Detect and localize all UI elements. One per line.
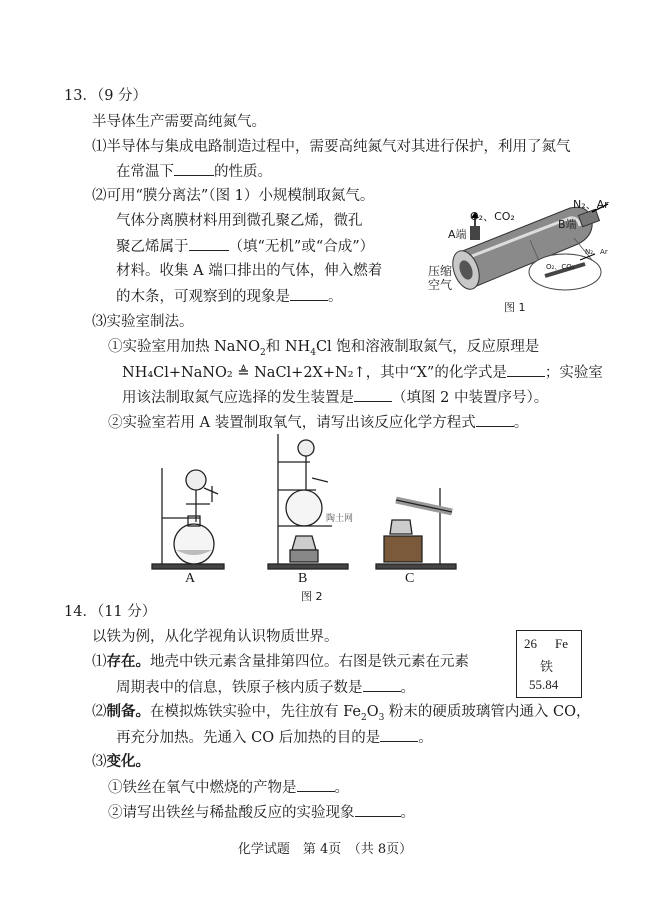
watermark-text: 陶土网 (326, 514, 354, 524)
q13-part3-title: ⑶实验室制法。 (92, 314, 194, 330)
q14-part2-line1 (92, 702, 591, 728)
q14-p2-num: ⑵ (92, 704, 107, 720)
fig1-label-air1: 压缩 (428, 264, 453, 278)
answer-blank[interactable] (476, 412, 514, 427)
q14-p3-heading: 变化。 (106, 753, 150, 770)
answer-blank[interactable] (363, 677, 401, 692)
q14-p1-heading: 存在。 (106, 653, 150, 670)
q14-p1-end: 。 (400, 680, 415, 696)
q13-p3-2-end: 。 (513, 415, 529, 431)
q14-p1-num: ⑴ (92, 654, 107, 670)
apparatus-figure (140, 432, 480, 577)
q14-p2-o: O (366, 704, 379, 720)
fig1-label-o2co2: O₂、CO₂ (470, 210, 515, 223)
fig2-caption: 图 2 (301, 590, 323, 603)
q14-p3-2-text: ②请写出铁丝与稀盐酸反应的实验现象 (108, 805, 355, 821)
q13-part3-2 (108, 412, 528, 433)
q13-part2-line5 (116, 286, 343, 307)
fig1-caption: 图 1 (504, 301, 526, 314)
q13-part3-1-line1 (108, 337, 539, 363)
fig1-label-a-end: A端 (448, 228, 467, 241)
q13-part1-text: 在常温下 (116, 164, 174, 180)
q14-p2-text2: 粉末的硬质玻璃管内通入 CO， (384, 704, 591, 720)
q14-part3-2 (108, 802, 415, 823)
answer-blank[interactable] (354, 387, 392, 402)
q13-part2-line2: 气体分离膜材料用到微孔聚乙烯，微孔 (116, 213, 363, 229)
atomic-mass: 55.84 (529, 677, 559, 692)
q14-part1-line2 (116, 677, 415, 698)
element-symbol: Fe (555, 636, 568, 651)
q14-header: 14．（11 分） (64, 604, 157, 620)
q13-part2-line3 (116, 236, 374, 257)
q14-p1-text2: 周期表中的信息，铁原子核内质子数是 (116, 680, 363, 696)
q13-part1-line1: ⑴半导体与集成电路制造过程中，需要高纯氮气对其进行保护，利用了氮气 (92, 139, 571, 155)
fig1-inset-right: N₂、Ar (585, 248, 608, 256)
q13-eq-tail: ；实验室 (544, 365, 603, 381)
q13-part2-end: 。 (328, 289, 343, 305)
q13-header: 13．（9 分） (64, 88, 148, 104)
q13-eq-question: ，其中“X”的化学式是 (365, 365, 507, 381)
q14-part2-line2 (116, 727, 433, 748)
q13-part2-line1: ⑵可用“膜分离法”（图 1）小规模制取氮气。 (92, 188, 375, 204)
q13-part2-line4: 材料。收集 A 端口排出的气体，伸入燃着 (116, 263, 383, 279)
fig1-inset-left: O₂、CO₂ (546, 263, 575, 271)
answer-blank[interactable] (290, 286, 328, 301)
q14-p2-sub1: 2 (360, 712, 367, 723)
q14-p3-1-end: 。 (334, 780, 349, 796)
q13-part1-tail: 的性质。 (214, 164, 272, 180)
apparatus-a (152, 468, 224, 569)
answer-blank[interactable] (355, 802, 401, 817)
q13-p3-text-b: 和 NH (265, 339, 311, 355)
q13-p3-text-a: ①实验室用加热 NaNO (108, 339, 261, 355)
q13-p3-text-c: Cl 饱和溶液制取氮气，反应原理是 (315, 339, 540, 355)
apparatus-c (376, 488, 456, 569)
fig1-label-n2ar: N₂、Ar (573, 198, 609, 211)
element-name: 铁 (540, 659, 554, 674)
q14-part3-title (92, 752, 150, 772)
q14-part3-1 (108, 777, 349, 798)
q14-p3-1-text: ①铁丝在氧气中燃烧的产物是 (108, 780, 297, 796)
q14-p3-num: ⑶ (92, 754, 107, 770)
q14-p2-end: 。 (418, 730, 433, 746)
q13-intro: 半导体生产需要高纯氮气。 (92, 114, 266, 130)
answer-blank[interactable] (507, 362, 545, 377)
q13-part2-hint: （填“无机”或“合成”） (228, 239, 375, 255)
q14-p3-2-end: 。 (400, 805, 415, 821)
atomic-number: 26 (524, 636, 537, 651)
fig1-label-b-end: B端 (558, 218, 577, 231)
q13-p3-2-text: ②实验室若用 A 装置制取氧气，请写出该反应化学方程式 (108, 415, 476, 431)
q13-p3-text-d: 用该法制取氮气应选择的发生装置是 (122, 390, 354, 406)
apparatus-label-a: A (185, 571, 196, 586)
q13-equation-line (122, 362, 603, 383)
q13-part1-line2 (116, 161, 272, 182)
answer-blank[interactable] (174, 161, 214, 176)
q14-p2-sub2: 3 (378, 712, 385, 723)
apparatus-label-c: C (405, 571, 415, 586)
fig1-label-air2: 空气 (428, 278, 453, 292)
q13-part2-text2: 的木条，可观察到的现象是 (116, 289, 290, 305)
answer-blank[interactable] (380, 727, 418, 742)
q14-intro: 以铁为例，从化学视角认识物质世界。 (92, 629, 339, 645)
apparatus-b (268, 434, 348, 569)
q13-p3-text-e: （填图 2 中装置序号）。 (392, 390, 549, 406)
answer-blank[interactable] (297, 777, 335, 792)
q14-part1-line1 (92, 652, 469, 672)
q13-part2-text: 聚乙烯属于 (116, 239, 189, 255)
q14-p2-text3: 再充分加热。先通入 CO 后加热的目的是 (116, 730, 381, 746)
reaction-equation: NH₄Cl+NaNO₂ ≜ NaCl+2X+N₂↑ (122, 365, 366, 381)
q14-p2-text: 在模拟炼铁实验中，先往放有 Fe (150, 704, 361, 720)
periodic-table-cell (516, 630, 582, 698)
membrane-inset (529, 254, 601, 290)
page-footer: 化学试题 第 4页 （共 8页） (237, 842, 413, 857)
q13-p3-sub-b: 4 (310, 347, 316, 358)
apparatus-label-b: B (298, 571, 308, 586)
q13-p3-sub-a: 2 (260, 347, 266, 358)
q14-p1-text: 地壳中铁元素含量排第四位。右图是铁元素在元素 (150, 654, 469, 670)
q14-p2-heading: 制备。 (106, 703, 150, 720)
q13-part3-1-line3 (122, 387, 548, 408)
answer-blank[interactable] (189, 236, 229, 251)
